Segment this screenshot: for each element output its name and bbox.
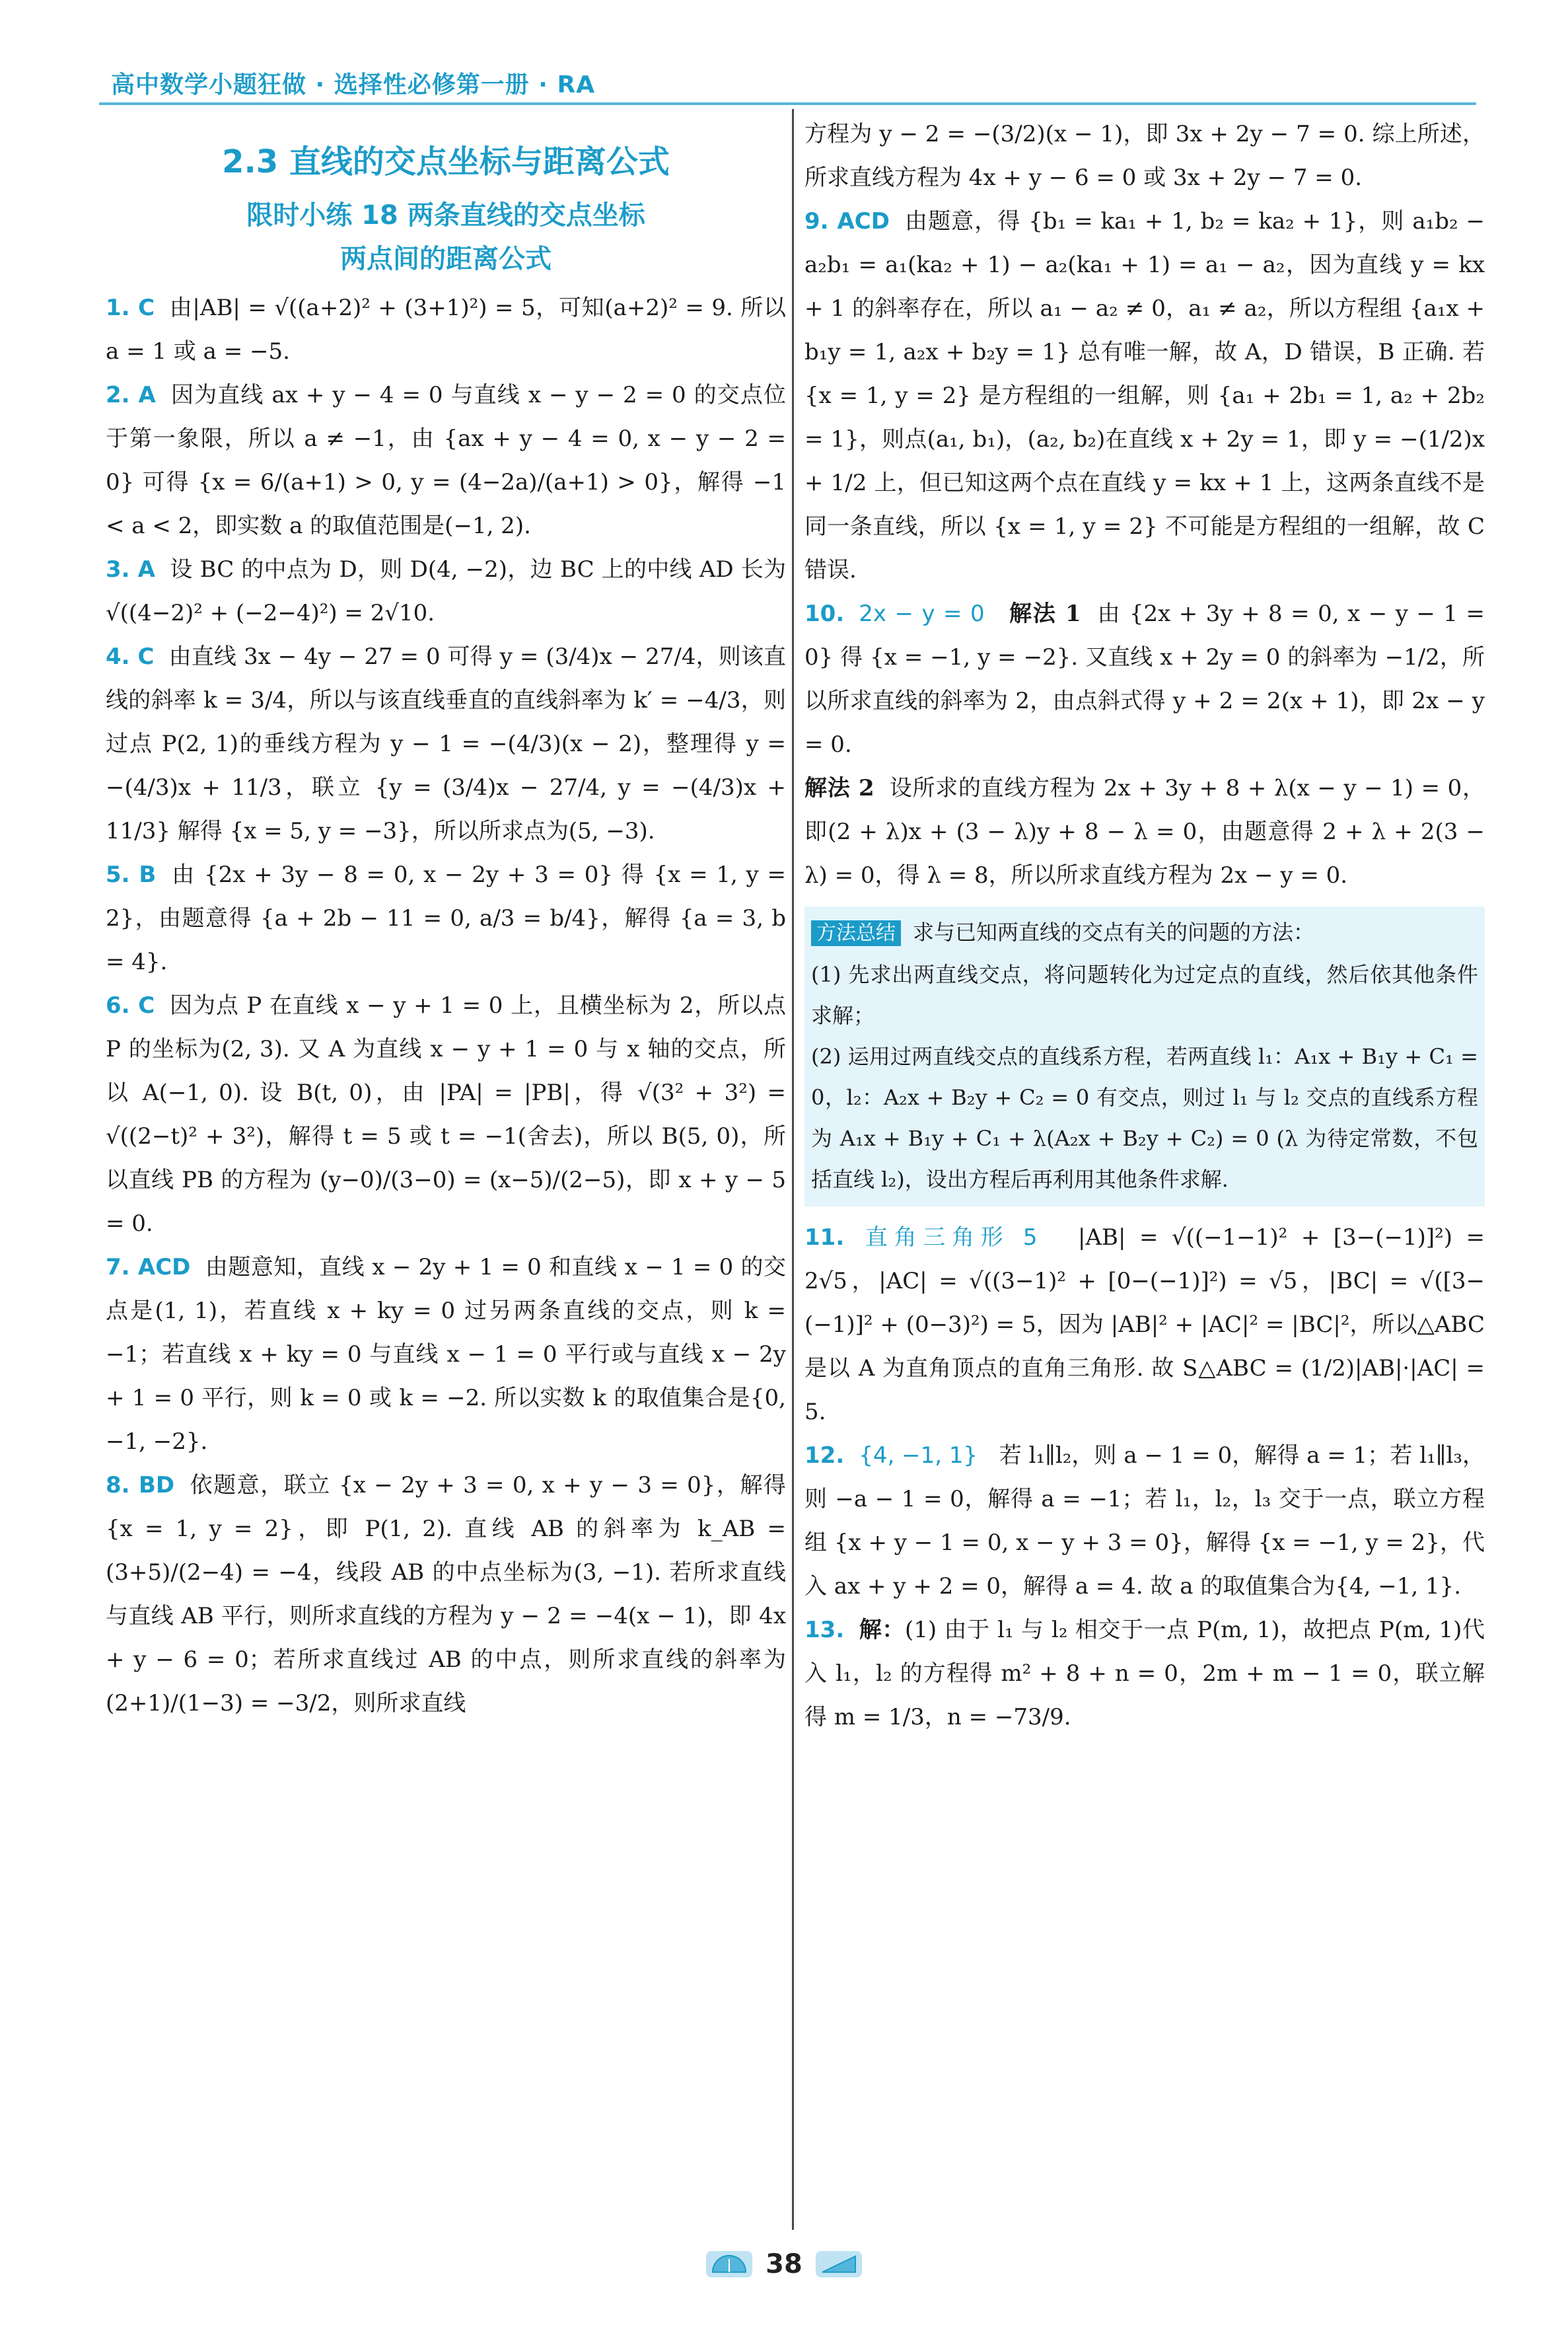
q10-answer: 2x − y = 0 [859,601,985,627]
answer-q9 [804,200,1485,592]
answer-q8 [106,1463,786,1725]
q2-text: 因为直线 ax + y − 4 = 0 与直线 x − y − 2 = 0 的交点位于第一象限，所以 a ≠ −1，由 {ax + y − 4 = 0, x − y − 2 = 0} 可得 {x = 6/(a+1) > 0, y = (4−2a)/(a+1) > 0}，解得 −1 < a < 2，即实数 a 的取值范围是(−1, 2). [106,382,786,539]
answer-q7 [106,1245,786,1463]
q10-method2-label: 解法 2 [804,775,874,801]
answer-q8-continued: 方程为 y − 2 = −(3/2)(x − 1)，即 3x + 2y − 7 = 0. 综上所述，所求直线方程为 4x + y − 6 = 0 或 3x + 2y − 7 = 0. [804,121,1485,191]
method-summary-box [804,906,1485,1206]
q7-number: 7. ACD [106,1254,191,1280]
answer-q13 [804,1608,1485,1739]
q2-number: 2. A [106,382,156,408]
q11-answer: 直角三角形 5 [859,1224,1038,1251]
header-rule [99,102,1476,105]
q1-number: 1. C [106,295,155,321]
set-square-icon [816,2251,862,2277]
q8-text: 依题意，联立 {x − 2y + 3 = 0, x + y − 3 = 0}，解得 {x = 1, y = 2}，即 P(1, 2). 直线 AB 的斜率为 k_AB = (3+5)/(2−4) = −4，线段 AB 的中点坐标为(3, −1). 若所求直线与直线 AB 平行，则所求直线的方程为 y − 2 = −4(x − 1)，即 4x + y − 6 = 0；若所求直线过 AB 的中点，则所求直线的斜率为 (2+1)/(1−3) = −3/2，则所求直线 [106,1472,786,1716]
q11-number: 11. [804,1224,845,1251]
q10-number: 10. [804,601,845,627]
answer-q10 [804,592,1485,766]
q1-text: 由|AB| = √((a+2)² + (3+1)²) = 5，可知(a+2)² = 9. 所以 a = 1 或 a = −5. [106,295,786,365]
q9-text: 由题意，得 {b₁ = ka₁ + 1, b₂ = ka₂ + 1}，则 a₁b₂ − a₂b₁ = a₁(ka₂ + 1) − a₂(ka₁ + 1) = a₁ − a₂，因为直线 y = kx + 1 的斜率存在，所以 a₁ − a₂ ≠ 0，a₁ ≠ a₂，所以方程组 {a₁x + b₁y = 1, a₂x + b₂y = 1} 总有唯一解，故 A，D 错误，B 正确. 若 {x = 1, y = 2} 是方程组的一组解，则 {a₁ + 2b₁ = 1, a₂ + 2b₂ = 1}，则点(a₁, b₁)，(a₂, b₂)在直线 x + 2y = 1，即 y = −(1/2)x + 1/2 上，但已知这两个点在直线 y = kx + 1 上，这两条直线不是同一条直线，所以 {x = 1, y = 2} 不可能是方程组的一组解，故 C 错误. [804,208,1485,583]
summary-intro-text: 求与已知两直线的交点有关的问题的方法： [913,920,1315,945]
summary-point-2: (2) 运用过两直线交点的直线系方程，若两直线 l₁：A₁x + B₁y + C₁ = 0，l₂：A₂x + B₂y + C₂ = 0 有交点，则过 l₁ 与 l₂ 交点的直线系方程为 A₁x + B₁y + C₁ + λ(A₂x + B₂y + C₂) = 0 (λ 为待定常数，不包括直线 l₂)，设出方程后再利用其他条件求解. [811,1044,1478,1192]
answer-q10-method2 [804,766,1485,897]
q12-text: 若 l₁∥l₂，则 a − 1 = 0，解得 a = 1；若 l₁∥l₃，则 −a − 1 = 0，解得 a = −1；若 l₁，l₂，l₃ 交于一点，联立方程组 {x + y − 1 = 0, x − y + 3 = 0}，解得 {x = −1, y = 2}，代入 ax + y + 2 = 0，解得 a = 4. 故 a 的取值集合为{4, −1, 1}. [804,1442,1485,1600]
answer-q12 [804,1434,1485,1608]
left-column [106,112,786,1725]
section-title: 2.3 直线的交点坐标与距离公式 [222,143,670,180]
q6-text: 因为点 P 在直线 x − y + 1 = 0 上，且横坐标为 2，所以点 P 的坐标为(2, 3). 又 A 为直线 x − y + 1 = 0 与 x 轴的交点，所以 A(−1, 0). 设 B(t, 0)，由 |PA| = |PB|，得 √(3² + 3²) = √((2−t)² + 3²)，解得 t = 5 或 t = −1(舍去)，所以 B(5, 0)，所以直线 PB 的方程为 (y−0)/(3−0) = (x−5)/(2−5)，即 x + y − 5 = 0. [106,992,786,1237]
q5-number: 5. B [106,862,157,888]
q8-number: 8. BD [106,1472,175,1498]
page-number: 38 [766,2249,802,2279]
subtitle-line2: 两点间的距离公式 [340,244,552,274]
q5-text: 由 {2x + 3y − 8 = 0, x − 2y + 3 = 0} 得 {x = 1, y = 2}，由题意得 {a + 2b − 11 = 0, a/3 = b/4}，解得 {a = 3, b = 4}. [106,862,786,975]
summary-intro [811,912,1478,954]
summary-tag: 方法总结 [811,920,901,946]
q12-number: 12. [804,1442,845,1469]
subtitle-line1: 限时小练 18 两条直线的交点坐标 [246,200,645,231]
q12-answer: {4, −1, 1} [859,1442,978,1469]
protractor-icon [706,2251,752,2277]
page-footer [0,2241,1568,2287]
q10-method1-label: 解法 1 [1009,601,1081,627]
q10-method1-text: 由 {2x + 3y + 8 = 0, x − y − 1 = 0} 得 {x = −1, y = −2}. 又直线 x + 2y = 0 的斜率为 −1/2，所以所求直线的斜率为 2，由点斜式得 y + 2 = 2(x + 1)，即 2x − y = 0. [804,601,1485,758]
answer-q11 [804,1216,1485,1434]
q6-number: 6. C [106,992,155,1019]
q4-text: 由直线 3x − 4y − 27 = 0 可得 y = (3/4)x − 27/4，则该直线的斜率 k = 3/4，所以与该直线垂直的直线斜率为 k′ = −4/3，则过点 P(2, 1)的垂线方程为 y − 1 = −(4/3)(x − 2)，整理得 y = −(4/3)x + 11/3，联立 {y = (3/4)x − 27/4, y = −(4/3)x + 11/3} 解得 {x = 5, y = −3}，所以所求点为(5, −3). [106,644,786,844]
summary-point-1: (1) 先求出两直线交点，将问题转化为过定点的直线，然后依其他条件求解； [811,962,1478,1028]
answer-q4 [106,635,786,853]
q13-number: 13. [804,1617,845,1643]
q3-text: 设 BC 的中点为 D，则 D(4, −2)，边 BC 上的中线 AD 长为 √((4−2)² + (−2−4)²) = 2√10. [106,556,786,626]
q3-number: 3. A [106,556,155,583]
answer-q6 [106,984,786,1245]
q10-method2-text: 设所求的直线方程为 2x + 3y + 8 + λ(x − y − 1) = 0，即(2 + λ)x + (3 − λ)y + 8 − λ = 0，由题意得 2 + λ + 2(3 − λ) = 0，得 λ = 8，所以所求直线方程为 2x − y = 0. [804,775,1485,889]
right-column [804,112,1485,1739]
q4-number: 4. C [106,644,155,670]
q9-number: 9. ACD [804,208,890,235]
book-header: 高中数学小题狂做 · 选择性必修第一册 · RA [111,71,596,98]
q11-text: |AB| = √((−1−1)² + [3−(−1)]²) = 2√5，|AC| = √((3−1)² + [0−(−1)]²) = √5，|BC| = √([3−(−1)]² + (0−3)²) = 5，因为 |AB|² + |AC|² = |BC|²，所以△ABC 是以 A 为直角顶点的直角三角形. 故 S△ABC = (1/2)|AB|·|AC| = 5. [804,1224,1485,1425]
answer-q1 [106,286,786,373]
answer-q2 [106,373,786,548]
column-divider [792,109,794,2230]
q13-label: 解： [859,1617,905,1643]
q13-text: (1) 由于 l₁ 与 l₂ 相交于一点 P(m, 1)，故把点 P(m, 1)代入 l₁，l₂ 的方程得 m² + 8 + n = 0，2m + m − 1 = 0，联立解得 m = 1/3，n = −73/9. [804,1617,1485,1730]
q7-text: 由题意知，直线 x − 2y + 1 = 0 和直线 x − 1 = 0 的交点是(1, 1)，若直线 x + ky = 0 过另两条直线的交点，则 k = −1；若直线 x + ky = 0 与直线 x − 1 = 0 平行或与直线 x − 2y + 1 = 0 平行，则 k = 0 或 k = −2. 所以实数 k 的取值集合是{0, −1, −2}. [106,1254,786,1455]
answer-q5 [106,853,786,984]
answer-q3 [106,548,786,635]
